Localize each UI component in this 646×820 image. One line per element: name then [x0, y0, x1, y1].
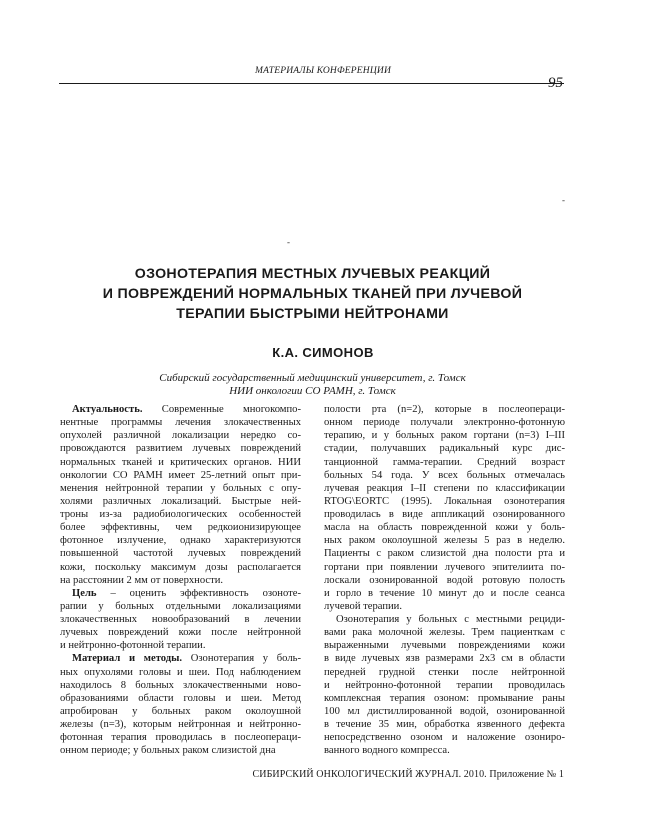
text-line: нормальных тканей и критических органов. НИИ	[60, 456, 301, 468]
section-lead: Актуальность.	[72, 404, 143, 415]
affiliation: НИИ онкологии СО РАМН, г. Томск	[229, 385, 396, 397]
text-line: на расстоянии 2 мм от поверхности.	[60, 574, 224, 586]
text-line: лучевая реакция I–II степени по классификации	[324, 482, 565, 494]
section-lead: Материал и методы.	[72, 653, 183, 665]
text-line: лоскали озонированной водой ротовую полость	[324, 574, 565, 586]
title-line: ТЕРАПИИ БЫСТРЫМИ НЕЙТРОНАМИ	[176, 306, 449, 322]
text-line: ных раком околоушной железы 5 раз в неделю.	[324, 535, 565, 547]
text-line: находилось 8 больных злокачественными ново-	[60, 679, 301, 691]
text-line: онкологии СО РАМН имеет 25-летний опыт при-	[60, 469, 301, 481]
line-text: – оценить эффективность озоноте-	[96, 587, 301, 599]
text-line: холями различных локализаций. Быстрые ней-	[60, 495, 301, 507]
header-rule	[59, 83, 564, 84]
text-line: и нейтронно-фотонной терапии проводилась	[324, 679, 565, 691]
stray-mark: -	[287, 237, 290, 247]
page-number: 95	[548, 75, 563, 91]
text-line: кожи, поскольку максимум дозы располагается	[60, 561, 301, 573]
text-line: онном периоде; у больных раком слизистой дна	[60, 745, 276, 757]
paragraph	[60, 652, 301, 757]
text-line: гортани при появлении лучевого эпителиита по-	[324, 561, 565, 573]
text-line: масла на область поврежденной кожи у боль-	[324, 522, 565, 534]
title-line: ОЗОНОТЕРАПИЯ МЕСТНЫХ ЛУЧЕВЫХ РЕАКЦИЙ	[134, 266, 491, 282]
text-line: фотонная терапия проводилась в послеопераци-	[60, 732, 301, 744]
running-head: МАТЕРИАЛЫ КОНФЕРЕНЦИИ	[254, 66, 392, 76]
line-text: Озонотерапия у боль-	[182, 653, 301, 665]
text-line	[60, 587, 301, 600]
text-line: непосредственно озоном и наложение озониро-	[324, 732, 565, 744]
journal-footer: СИБИРСКИЙ ОНКОЛОГИЧЕСКИЙ ЖУРНАЛ. 2010. Приложение № 1	[252, 769, 564, 780]
author-name: К.А. СИМОНОВ	[272, 345, 374, 360]
text-line: лучевой терапии.	[324, 600, 403, 612]
text-line: опухолей различной локализации нередко со-	[60, 430, 301, 442]
text-line: более эффективны, чем редкоионизирующее	[60, 522, 301, 534]
text-line: образованиями области головы и шеи. Метод	[60, 692, 301, 704]
right-column	[324, 403, 565, 757]
text-line: менения нейтронной терапии у больных с опу-	[60, 482, 301, 494]
left-column	[60, 403, 301, 757]
text-line: фотонное излучение, однако характеризуются	[60, 535, 301, 547]
title-line: И ПОВРЕЖДЕНИЙ НОРМАЛЬНЫХ ТКАНЕЙ ПРИ ЛУЧЕВОЙ	[102, 286, 523, 302]
text-line: злокачественных новообразований в лечении	[60, 614, 301, 625]
text-line: больных 54 года. У всех больных отмечалась	[324, 469, 565, 481]
text-line: стадии, получавших радикальный курс дис-	[324, 443, 565, 455]
text-line: в виде лучевых язв размерами 2х3 см в области	[324, 653, 565, 665]
text-line	[60, 403, 301, 416]
text-line: повышенной частотой лучевых повреждений	[60, 548, 301, 560]
text-line: танционной гамма-терапии. Средний возраст	[324, 456, 565, 468]
text-line: полости рта (n=2), которые в послеопераци-	[324, 404, 565, 415]
text-line: и нейтронно-фотонной терапии.	[60, 640, 206, 652]
text-line: Пациенты с раком слизистой дна полости рта и	[324, 548, 565, 560]
text-line: вами рака молочной железы. Трем пациенткам с	[324, 627, 565, 639]
text-line: рапии у больных отдельными локализациями	[60, 600, 301, 612]
section-lead: Цель	[72, 587, 97, 599]
text-line: терапию, и у больных раком гортани (n=3) I–III	[324, 430, 565, 442]
text-line: апробирован у больных раком околоушной	[60, 705, 301, 717]
line-text: Современные многокомпо-	[142, 404, 301, 415]
text-line: выраженными лучевыми повреждениями кожи	[324, 640, 565, 652]
text-line: RTOG\EORTC (1995). Локальная озонотерапия	[324, 495, 565, 507]
text-line: ных опухолями головы и шеи. Под наблюдением	[60, 666, 301, 678]
text-line: онном периоде получали электронно-фотонную	[324, 417, 565, 429]
paragraph	[60, 587, 301, 653]
text-line: проводилась в виде аппликаций озонированного	[324, 509, 565, 520]
text-line: и горло в течение 10 минут до и после сеанса	[324, 587, 565, 599]
text-line: Озонотерапия у больных с местными рециди-	[336, 614, 565, 625]
text-line: провождаются развитием лучевых повреждений	[60, 443, 301, 455]
article-title	[60, 264, 565, 324]
text-line: комплексная терапия озоном: промывание раны	[324, 692, 565, 704]
text-line: троны из-за радиобиологических особенностей	[60, 509, 301, 520]
affiliations	[60, 372, 565, 398]
text-line: передней грудной стенки после нейтронной	[324, 666, 565, 678]
text-line: лучевых повреждений кожи после нейтронной	[60, 627, 301, 639]
paragraph	[324, 613, 565, 757]
text-line: нентные программы лечения злокачественных	[60, 417, 301, 429]
text-line: в течение 35 мин, обработка язвенного дефекта	[324, 719, 565, 730]
text-line: железы (n=3), которым нейтронная и нейтронно-	[60, 719, 301, 730]
text-line: 100 мл дистиллированной водой, озонированной	[324, 705, 565, 717]
paragraph	[60, 403, 301, 587]
stray-mark: -	[562, 195, 565, 205]
text-line: ванного водного компресса.	[324, 745, 450, 757]
affiliation: Сибирский государственный медицинский университет, г. Томск	[159, 372, 466, 384]
text-line	[60, 652, 301, 665]
paragraph	[324, 403, 565, 613]
